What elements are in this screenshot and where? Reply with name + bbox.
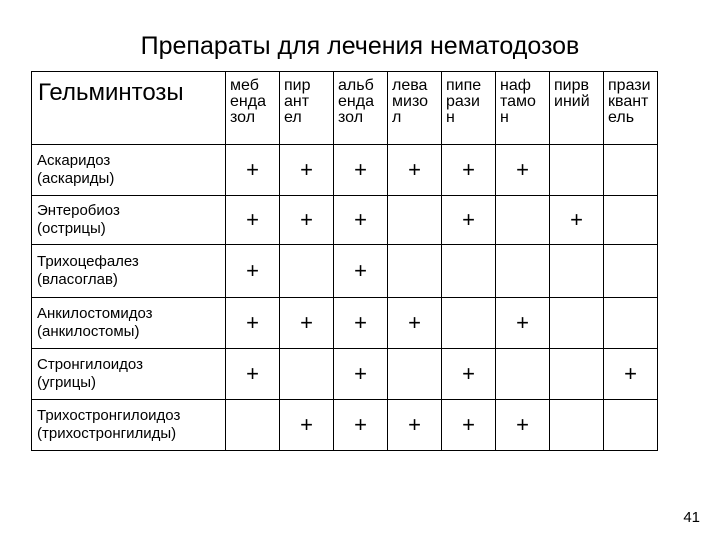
header-drug: пир ант ел	[280, 72, 334, 145]
table-row	[32, 196, 658, 245]
plus-mark: +	[388, 145, 442, 196]
plus-mark	[388, 245, 442, 298]
header-drug: прази квант ель	[604, 72, 658, 145]
plus-mark	[442, 298, 496, 349]
plus-mark: +	[442, 400, 496, 451]
plus-mark	[226, 400, 280, 451]
header-helminthiasis: Гельминтозы	[32, 72, 226, 145]
disease-name: Стронгилоидоз (угрицы)	[32, 349, 226, 400]
plus-mark: +	[280, 400, 334, 451]
plus-mark	[550, 145, 604, 196]
plus-mark	[550, 349, 604, 400]
plus-mark	[604, 298, 658, 349]
plus-mark	[604, 400, 658, 451]
plus-mark: +	[334, 145, 388, 196]
header-drug: альб енда зол	[334, 72, 388, 145]
plus-mark: +	[496, 298, 550, 349]
plus-mark: +	[388, 298, 442, 349]
plus-mark: +	[388, 400, 442, 451]
table-row	[32, 349, 658, 400]
plus-mark	[280, 245, 334, 298]
disease-name: Трихоцефалез (власоглав)	[32, 245, 226, 298]
plus-mark: +	[334, 196, 388, 245]
table-row	[32, 298, 658, 349]
plus-mark: +	[604, 349, 658, 400]
plus-mark: +	[334, 349, 388, 400]
plus-mark: +	[226, 298, 280, 349]
plus-mark: +	[226, 145, 280, 196]
plus-mark	[496, 245, 550, 298]
header-drug: наф тамо н	[496, 72, 550, 145]
plus-mark	[442, 245, 496, 298]
table-row	[32, 400, 658, 451]
plus-mark: +	[280, 196, 334, 245]
table-header-row	[32, 72, 658, 145]
header-drug: меб енда зол	[226, 72, 280, 145]
plus-mark: +	[496, 145, 550, 196]
plus-mark: +	[442, 196, 496, 245]
page-number: 41	[683, 509, 700, 526]
plus-mark: +	[334, 298, 388, 349]
page-title: Препараты для лечения нематодозов	[140, 32, 580, 60]
plus-mark: +	[226, 349, 280, 400]
plus-mark: +	[334, 245, 388, 298]
header-drug: лева мизо л	[388, 72, 442, 145]
disease-name: Анкилостомидоз (анкилостомы)	[32, 298, 226, 349]
disease-name: Трихостронгилоидоз (трихостронгилиды)	[32, 400, 226, 451]
plus-mark: +	[226, 196, 280, 245]
plus-mark	[604, 145, 658, 196]
plus-mark: +	[280, 145, 334, 196]
table-row	[32, 245, 658, 298]
table-row	[32, 145, 658, 196]
plus-mark: +	[550, 196, 604, 245]
plus-mark	[496, 196, 550, 245]
plus-mark	[388, 349, 442, 400]
plus-mark	[388, 196, 442, 245]
disease-name: Аскаридоз (аскариды)	[32, 145, 226, 196]
plus-mark: +	[226, 245, 280, 298]
plus-mark	[496, 349, 550, 400]
plus-mark: +	[334, 400, 388, 451]
plus-mark	[280, 349, 334, 400]
plus-mark	[604, 245, 658, 298]
plus-mark	[550, 298, 604, 349]
plus-mark	[550, 400, 604, 451]
header-drug: пирв иний	[550, 72, 604, 145]
plus-mark: +	[280, 298, 334, 349]
header-drug: пипе рази н	[442, 72, 496, 145]
plus-mark: +	[442, 349, 496, 400]
plus-mark: +	[496, 400, 550, 451]
drug-table	[31, 71, 658, 451]
plus-mark	[550, 245, 604, 298]
plus-mark	[604, 196, 658, 245]
disease-name: Энтеробиоз (острицы)	[32, 196, 226, 245]
plus-mark: +	[442, 145, 496, 196]
